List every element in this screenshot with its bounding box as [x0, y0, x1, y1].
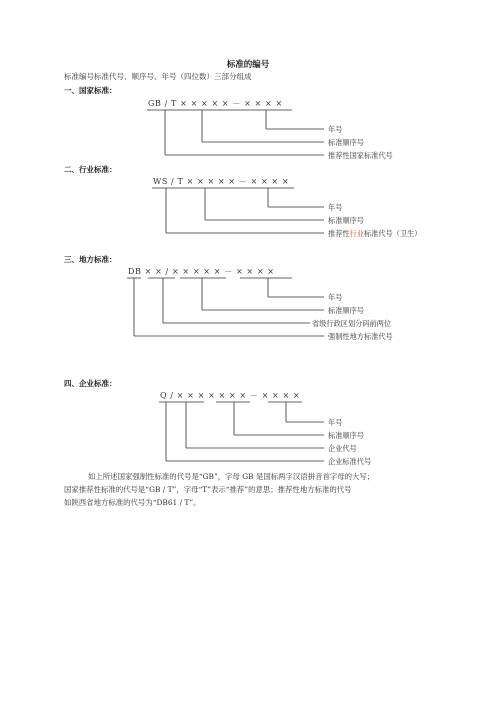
local-label-year: 年号 — [328, 293, 343, 302]
national-label-seq: 标准顺序号 — [328, 138, 364, 147]
local-label-seq: 标准顺序号 — [328, 306, 364, 315]
page-title: 标准的编号 — [226, 60, 270, 70]
section-national-heading: 一、国家标准： — [64, 86, 117, 95]
enterprise-label-year: 年号 — [328, 418, 343, 427]
local-label-code: 强制性地方标准代号 — [328, 332, 393, 341]
industry-highlight: 行业 — [349, 229, 364, 238]
industry-label-seq: 标准顺序号 — [328, 216, 364, 225]
paragraph-line-1: 如上所述国家强制性标准的代号是“GB”，字母 GB 是国标两字汉语拼音首字母的大写； — [88, 472, 375, 481]
paragraph-line-2: 国家推荐性标准的代号是“GB / T”，字母“T”表示“推荐”的意思；推荐性地方标准的代号 — [64, 485, 352, 494]
paragraph-line-3: 如陕西省地方标准的代号为“DB61 / T”。 — [64, 498, 201, 507]
national-code: GB / T × × × × × － × × × × — [148, 99, 283, 108]
intro-text: 标准编号标准代号、顺序号、年号（四位数）三部分组成 — [64, 72, 252, 81]
section-enterprise-heading: 四、企业标准： — [64, 379, 117, 388]
enterprise-label-company: 企业代号 — [328, 444, 357, 453]
enterprise-label-code: 企业标准代号 — [328, 457, 372, 466]
local-code: DB × × / × × × × × － × × × × — [128, 267, 275, 276]
industry-label-code: 推荐性行业标准代号（卫生） — [328, 229, 422, 238]
enterprise-code: Q / × × × × × × × － × × × × — [160, 391, 301, 400]
national-label-code: 推荐性国家标准代号 — [328, 151, 393, 160]
local-label-region: 省级行政区划分码前两位 — [312, 319, 392, 328]
section-industry-heading: 二、行业标准： — [64, 165, 117, 174]
section-local-heading: 三、地方标准： — [64, 255, 117, 264]
industry-code: WS / T × × × × × － × × × × — [153, 177, 290, 186]
enterprise-label-seq: 标准顺序号 — [328, 431, 364, 440]
industry-label-year: 年号 — [328, 203, 343, 212]
national-label-year: 年号 — [328, 125, 343, 134]
